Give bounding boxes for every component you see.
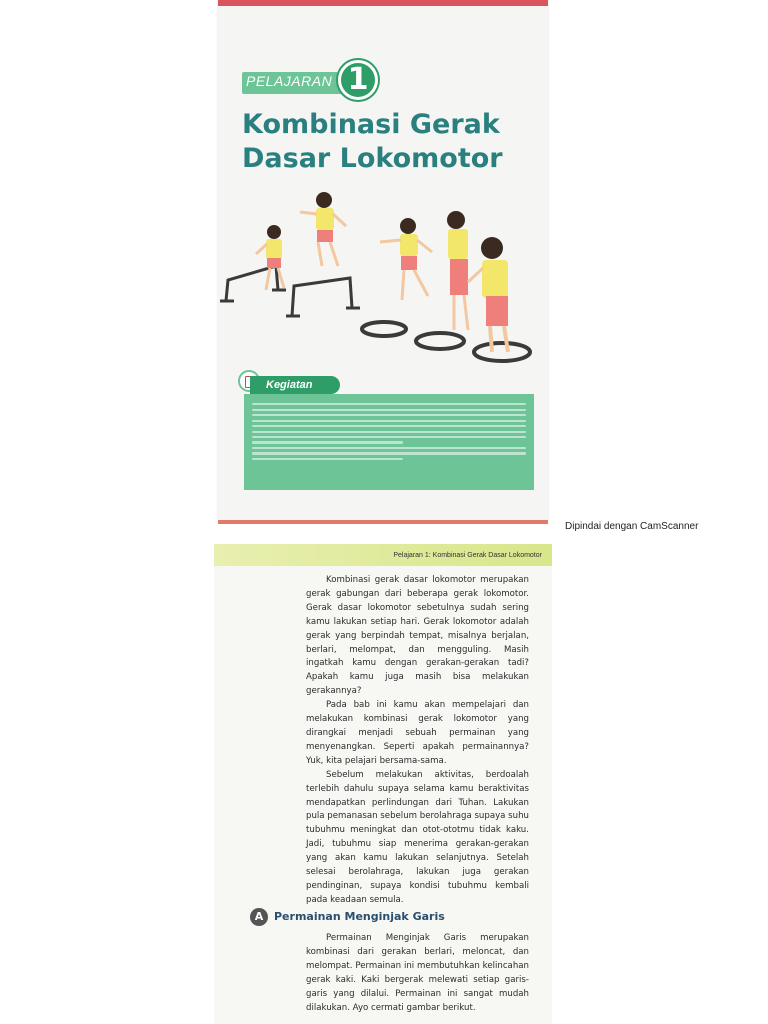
activity-heading: Kegiatan — [250, 376, 340, 394]
chapter-title: Kombinasi Gerak Dasar Lokomotor — [242, 109, 503, 174]
activity-text-line — [252, 431, 526, 433]
activity-text-line — [252, 447, 526, 449]
section-text — [306, 932, 529, 1015]
activity-text-line — [252, 452, 526, 454]
child-3 — [380, 218, 432, 300]
lesson-label: PELAJARAN — [246, 73, 333, 89]
running-header-bar — [214, 544, 552, 566]
section-title: Permainan Menginjak Garis — [274, 910, 445, 923]
activity-text-line — [252, 414, 526, 416]
scanner-watermark: Dipindai dengan CamScanner — [565, 521, 699, 532]
section-paragraph: Permainan Menginjak Garis merupakan kombinasi dari gerakan berlari, meloncat, dan melompat. Permainan ini membutuhkan kelincahan gerak kaki. Kaki bergerak melewati setiap garis-garis yang dilalui. Permainan ini sangat mudah dilakukan. Ayo cermati gambar berikut. — [306, 933, 529, 1013]
activity-box — [238, 370, 538, 492]
children-jumping-illustration — [218, 186, 548, 366]
ring-2 — [416, 333, 464, 349]
child-4 — [447, 211, 468, 330]
child-2 — [300, 192, 346, 266]
ring-3 — [474, 343, 530, 361]
top-red-strip — [218, 0, 548, 6]
lesson-number: 1 — [338, 60, 378, 100]
intro-text — [306, 574, 529, 908]
paragraph-3: Sebelum melakukan aktivitas, berdoalah terlebih dahulu supaya selama kamu beraktivitas mendapatkan perlindungan dari Tuhan. Lakukan pula pemanasan sebelum berolahraga supaya suhu tubuhmu meningkat dan otot-ototmu tidak kaku. Jadi, tubuhmu siap menerima gerakan-gerakan yang akan kamu lakukan selanjutnya. Setelah selesai berolahraga, lakukan juga gerakan pendinginan, supaya kondisi tubuhmu kembali pada keadaan semula. — [306, 769, 529, 905]
child-5 — [468, 237, 508, 352]
activity-text-block — [244, 394, 534, 490]
paragraph-2: Pada bab ini kamu akan mempelajari dan melakukan kombinasi gerak lokomotor yang dirangkai menjadi sebuah permainan yang menyenangkan. Seperti apakah permainannya? Yuk, kita pelajari bersama-sama. — [306, 700, 529, 766]
activity-text-line — [252, 420, 526, 422]
bottom-red-strip — [218, 520, 548, 524]
ring-1 — [362, 322, 406, 336]
activity-text-line — [252, 403, 526, 405]
running-header: Pelajaran 1: Kombinasi Gerak Dasar Lokomotor — [393, 552, 542, 559]
paragraph-1: Kombinasi gerak dasar lokomotor merupakan gerak gabungan dari beberapa gerak lokomotor. Gerak dasar lokomotor sebetulnya sudah sering kamu lakukan setiap hari. Gerak lokomotor adalah gerak yang berpindah tempat, misalnya berjalan, berlari, melompat, dan mengguling. Masih ingatkah kamu dengan gerakan-gerakan tadi? Apakah kamu juga masih bisa melakukan gerakannya? — [306, 575, 529, 697]
activity-text-line — [252, 425, 526, 427]
activity-text-line — [252, 441, 403, 443]
textbook-page-content — [214, 544, 552, 1024]
activity-text-line — [252, 458, 403, 460]
hurdle-left — [220, 266, 286, 301]
textbook-page-cover — [218, 0, 548, 520]
hurdle-right — [286, 278, 360, 316]
activity-text-line — [252, 436, 526, 438]
child-1 — [256, 225, 284, 290]
activity-text-line — [252, 409, 526, 411]
section-letter: A — [250, 908, 268, 926]
lesson-badge — [242, 60, 372, 100]
